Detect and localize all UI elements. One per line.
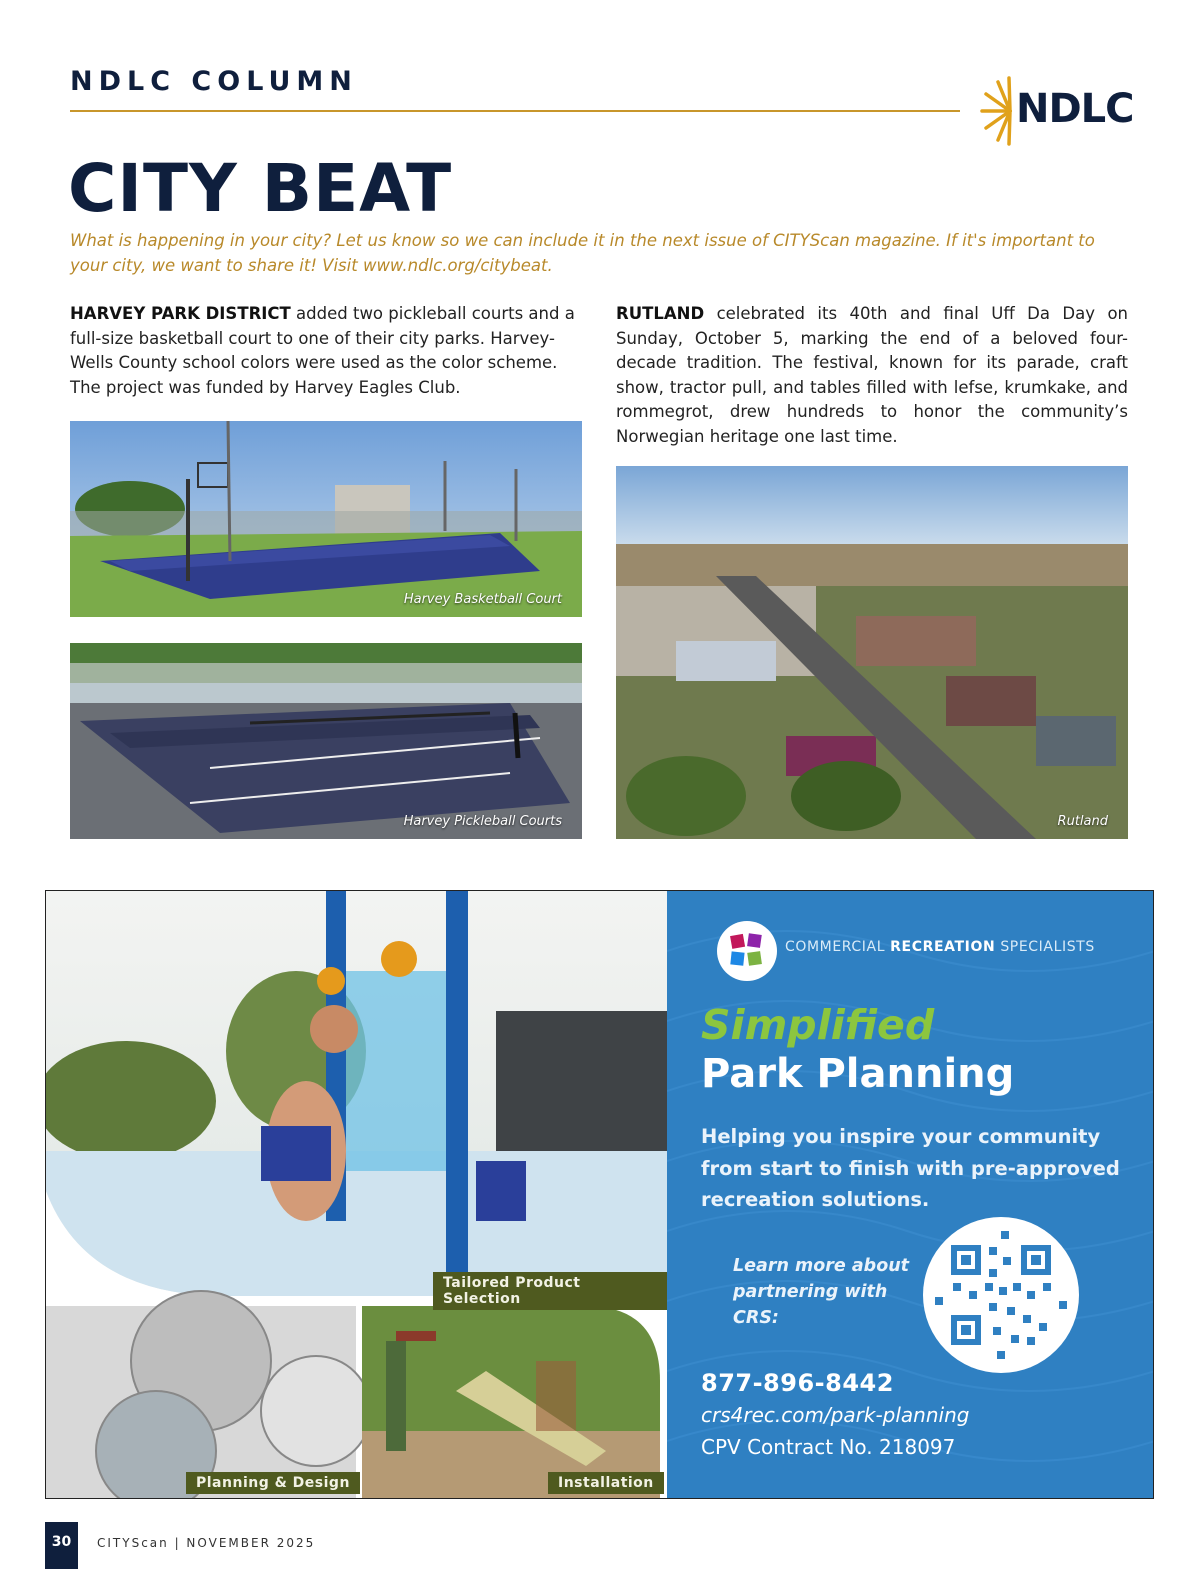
photo-caption: Harvey Basketball Court <box>403 592 562 607</box>
header-rule <box>70 110 960 112</box>
website-link[interactable]: crs4rec.com/park-planning <box>701 1403 970 1427</box>
headline-park-planning: Park Planning <box>701 1051 1015 1097</box>
photo-caption: Harvey Pickleball Courts <box>403 814 562 829</box>
crs-logo-icon <box>717 921 777 981</box>
tag-planning-design: Planning & Design <box>186 1472 360 1494</box>
photo-caption: Rutland <box>1057 814 1108 829</box>
phone-number[interactable]: 877-896-8442 <box>701 1369 894 1397</box>
ad-photo-collage <box>46 891 667 1499</box>
photo-rutland-aerial <box>616 466 1128 839</box>
article-lead: HARVEY PARK DISTRICT <box>70 304 291 323</box>
tag-installation: Installation <box>548 1472 664 1494</box>
article-harvey <box>70 302 582 400</box>
headline-simplified: Simplified <box>701 1001 935 1049</box>
crs-advertisement[interactable] <box>45 890 1154 1499</box>
tag-tailored-product: Tailored Product Selection <box>433 1272 667 1310</box>
article-lead: RUTLAND <box>616 304 705 323</box>
qr-code-icon <box>923 1217 1079 1373</box>
page-title: CITY BEAT <box>68 150 453 227</box>
article-body: celebrated its 40th and final Uff Da Day on Sunday, October 5, marking the end of a beloved four-decade tradition. The festival, known for its parade, craft show, tractor pull, and tables filled with lefse, krumkake, and rommegrot, drew hundreds to honor the community’s Norwegian heritage one last time. <box>616 304 1128 446</box>
sunburst-icon <box>976 74 1016 148</box>
crs-logo <box>717 921 777 981</box>
ad-body-text: Helping you inspire your community from start to finish with pre-approved recreation solutions. <box>701 1125 1120 1211</box>
contract-number: CPV Contract No. 218097 <box>701 1435 956 1459</box>
column-kicker: NDLC COLUMN <box>70 66 358 97</box>
article-rutland <box>616 302 1128 450</box>
learn-more-text: Learn more about partnering with CRS: <box>733 1256 910 1328</box>
page-number: 30 <box>45 1522 78 1569</box>
company-name: COMMERCIAL RECREATION SPECIALISTS <box>785 939 1095 955</box>
logo-text: NDLC <box>1016 86 1134 132</box>
photo-basketball-court <box>70 421 582 617</box>
ndlc-logo <box>976 74 1136 148</box>
publication-footer: CITYScan | NOVEMBER 2025 <box>97 1536 316 1550</box>
photo-pickleball-courts <box>70 643 582 839</box>
ad-info-panel <box>667 891 1154 1499</box>
qr-code[interactable] <box>923 1217 1079 1373</box>
intro-text: What is happening in your city? Let us know so we can include it in the next issue of CITYScan magazine. If it's important to your city, we want to share it! Visit www.ndlc.org/citybeat. <box>70 231 1095 275</box>
article-body: added two pickleball courts and a full-size basketball court to one of their city parks. Harvey-Wells County school colors were used as the color scheme. The project was funded by Harvey Eagles Club. <box>70 304 575 397</box>
